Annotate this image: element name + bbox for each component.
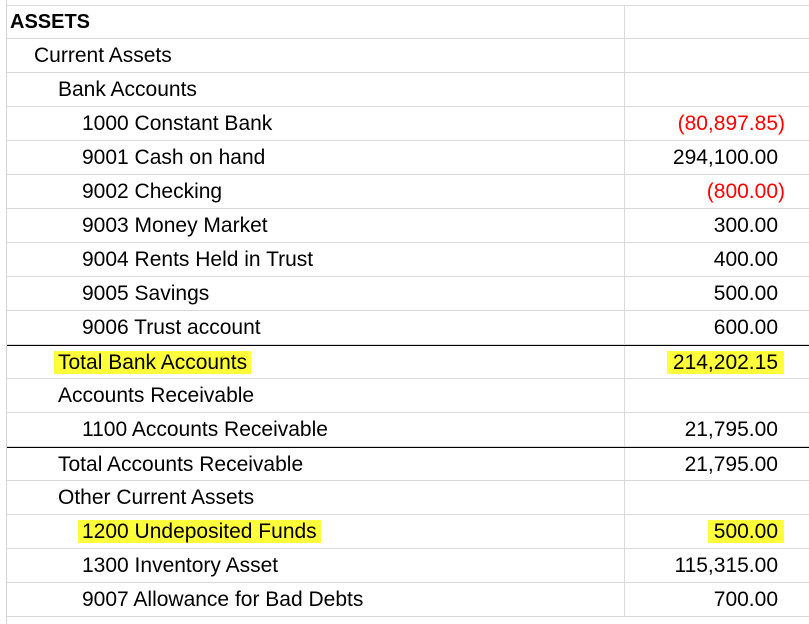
account-label-text: Total Accounts Receivable bbox=[58, 453, 304, 476]
account-label[interactable] bbox=[82, 243, 313, 276]
amount-cell[interactable] bbox=[714, 243, 778, 276]
report-row[interactable] bbox=[7, 447, 809, 481]
report-row[interactable] bbox=[7, 243, 809, 277]
report-row[interactable] bbox=[7, 277, 809, 311]
amount-value: 500.00 bbox=[713, 282, 778, 305]
amount-value: 115,315.00 bbox=[674, 554, 778, 577]
amount-value: 500.00 bbox=[708, 520, 784, 543]
amount-value: (800.00) bbox=[706, 180, 785, 203]
account-label-text: Current Assets bbox=[34, 44, 172, 67]
account-label-text: 9001 Cash on hand bbox=[82, 146, 266, 169]
amount-value: 21,795.00 bbox=[684, 453, 778, 476]
column-divider bbox=[624, 379, 625, 412]
account-label[interactable] bbox=[58, 73, 197, 106]
amount-cell[interactable] bbox=[673, 141, 778, 174]
column-divider bbox=[624, 277, 625, 310]
amount-cell[interactable] bbox=[685, 413, 778, 446]
account-label-text: Accounts Receivable bbox=[58, 384, 255, 407]
amount-value: 400.00 bbox=[713, 248, 778, 271]
amount-cell[interactable] bbox=[708, 515, 778, 548]
amount-cell[interactable] bbox=[667, 346, 778, 379]
account-label-text: 9005 Savings bbox=[82, 282, 210, 305]
account-label[interactable] bbox=[82, 175, 222, 208]
amount-value: 700.00 bbox=[713, 588, 778, 611]
account-label-text: ASSETS bbox=[10, 11, 91, 33]
account-label[interactable] bbox=[58, 448, 303, 481]
column-divider bbox=[624, 39, 625, 72]
amount-cell[interactable] bbox=[714, 311, 778, 344]
amount-value: 600.00 bbox=[713, 316, 778, 339]
account-label-text: 9004 Rents Held in Trust bbox=[82, 248, 314, 271]
report-row[interactable] bbox=[7, 583, 809, 617]
account-label-text: Other Current Assets bbox=[58, 486, 255, 509]
report-row[interactable] bbox=[7, 549, 809, 583]
row-header-edge bbox=[0, 0, 7, 624]
amount-cell[interactable] bbox=[685, 448, 778, 481]
amount-cell[interactable] bbox=[678, 107, 785, 140]
report-row[interactable] bbox=[7, 39, 809, 73]
amount-value: 21,795.00 bbox=[684, 418, 778, 441]
column-divider bbox=[624, 515, 625, 548]
column-divider bbox=[624, 481, 625, 514]
report-row[interactable] bbox=[7, 141, 809, 175]
amount-cell[interactable] bbox=[714, 209, 778, 242]
account-label[interactable] bbox=[10, 6, 90, 39]
account-label-text: 9002 Checking bbox=[82, 180, 223, 203]
amount-value: 294,100.00 bbox=[672, 146, 778, 169]
column-divider bbox=[624, 583, 625, 616]
report-row[interactable] bbox=[7, 311, 809, 345]
column-divider bbox=[624, 209, 625, 242]
amount-value: 214,202.15 bbox=[667, 351, 784, 374]
account-label[interactable] bbox=[82, 515, 321, 548]
report-row[interactable] bbox=[7, 107, 809, 141]
column-divider bbox=[624, 175, 625, 208]
account-label[interactable] bbox=[58, 346, 251, 379]
account-label[interactable] bbox=[58, 379, 254, 412]
column-divider bbox=[624, 73, 625, 106]
report-row[interactable] bbox=[7, 481, 809, 515]
account-label[interactable] bbox=[82, 209, 268, 242]
account-label-text: 1100 Accounts Receivable bbox=[82, 418, 328, 441]
report-row[interactable] bbox=[7, 73, 809, 107]
report-row[interactable] bbox=[7, 379, 809, 413]
column-divider bbox=[624, 346, 625, 378]
account-label[interactable] bbox=[82, 583, 363, 616]
amount-value: (80,897.85) bbox=[677, 112, 785, 135]
account-label-text: 9006 Trust account bbox=[82, 316, 261, 339]
amount-value: 300.00 bbox=[713, 214, 778, 237]
column-divider bbox=[624, 141, 625, 174]
amount-cell[interactable] bbox=[707, 175, 785, 208]
column-divider bbox=[624, 448, 625, 480]
account-label[interactable] bbox=[58, 481, 254, 514]
account-label-text: Bank Accounts bbox=[58, 78, 197, 101]
column-divider bbox=[624, 549, 625, 582]
column-divider bbox=[624, 107, 625, 140]
account-label-text: 9003 Money Market bbox=[82, 214, 268, 237]
report-row[interactable] bbox=[7, 5, 809, 39]
report-row[interactable] bbox=[7, 413, 809, 447]
account-label-text: 1200 Undeposited Funds bbox=[78, 520, 321, 543]
account-label[interactable] bbox=[34, 39, 172, 72]
account-label[interactable] bbox=[82, 107, 272, 140]
account-label-text: 1300 Inventory Asset bbox=[82, 554, 279, 577]
account-label[interactable] bbox=[82, 413, 328, 446]
column-divider bbox=[624, 6, 625, 38]
account-label[interactable] bbox=[82, 277, 209, 310]
amount-cell[interactable] bbox=[714, 277, 778, 310]
report-row[interactable] bbox=[7, 175, 809, 209]
report-row[interactable] bbox=[7, 515, 809, 549]
account-label-text: Total Bank Accounts bbox=[54, 351, 251, 374]
account-label-text: 1000 Constant Bank bbox=[82, 112, 273, 135]
account-label[interactable] bbox=[82, 549, 278, 582]
amount-cell[interactable] bbox=[714, 583, 778, 616]
report-row[interactable] bbox=[7, 209, 809, 243]
column-divider bbox=[624, 413, 625, 446]
report-row[interactable] bbox=[7, 345, 809, 379]
column-divider bbox=[624, 243, 625, 276]
amount-cell[interactable] bbox=[674, 549, 778, 582]
account-label-text: 9007 Allowance for Bad Debts bbox=[82, 588, 364, 611]
column-divider bbox=[624, 311, 625, 344]
account-label[interactable] bbox=[82, 141, 265, 174]
account-label[interactable] bbox=[82, 311, 261, 344]
